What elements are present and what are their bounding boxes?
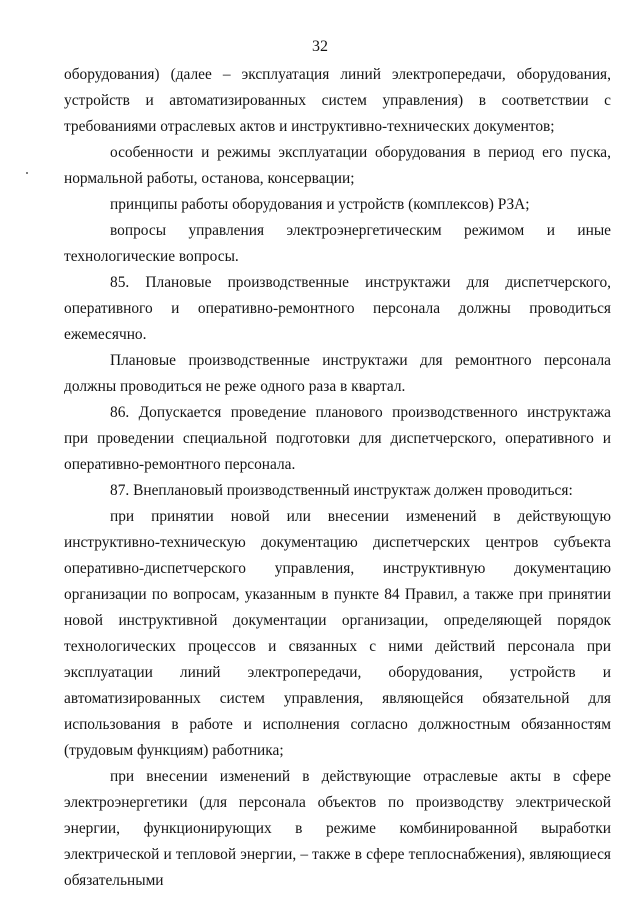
paragraph-rza-principles: принципы работы оборудования и устройств (комплексов) РЗА; — [110, 196, 530, 213]
paragraph-regime-control: вопросы управления электроэнергетическим режимом и иные технологические вопросы. — [64, 222, 611, 265]
document-body — [64, 62, 611, 894]
page-number: 32 — [312, 38, 328, 55]
paragraph-86: 86. Допускается проведение планового производственного инструктажа при проведении специальной подготовки для диспетчерского, оперативного и оперативно-ремонтного персонала. — [64, 404, 611, 473]
paragraph-continuation: оборудования) (далее – эксплуатация линий электропередачи, оборудования, устройств и автоматизированных систем управления) в соответствии с требованиями отраслевых актов и инструктивно-технических документов; — [64, 66, 611, 135]
paragraph-repair-personnel: Плановые производственные инструктажи для ремонтного персонала должны проводиться не реже одного раза в квартал. — [64, 352, 611, 395]
paragraph-operation-features: особенности и режимы эксплуатации оборудования в период его пуска, нормальной работы, останова, консервации; — [64, 144, 611, 187]
paragraph-new-documentation: при принятии новой или внесении изменений в действующую инструктивно-техническую документацию диспетчерских центров субъекта оперативно-диспетчерского управления, инструктивную документацию организации по вопросам, указанным в пункте 84 Правил, а также при принятии новой инструктивной документации организации, определяющей порядок технологических процессов и связанных с ними действий персонала при эксплуатации линий электропередачи, оборудования, устройств и автоматизированных систем управления, являющейся обязательной для использования в работе и исполнения согласно должностным обязанностям (трудовым функциям) работника; — [64, 508, 611, 759]
paragraph-87: 87. Внеплановый производственный инструктаж должен проводиться: — [110, 482, 573, 499]
paragraph-industry-acts: при внесении изменений в действующие отраслевые акты в сфере электроэнергетики (для персонала объектов по производству электрической энергии, функционирующих в режиме комбинированной выработки электрической и тепловой энергии, – также в сфере теплоснабжения), являющиеся обязательными — [64, 768, 611, 889]
paragraph-85: 85. Плановые производственные инструктажи для диспетчерского, оперативного и оперативно-ремонтного персонала должны проводиться ежемесячно. — [64, 274, 611, 343]
scan-speck — [26, 172, 28, 174]
